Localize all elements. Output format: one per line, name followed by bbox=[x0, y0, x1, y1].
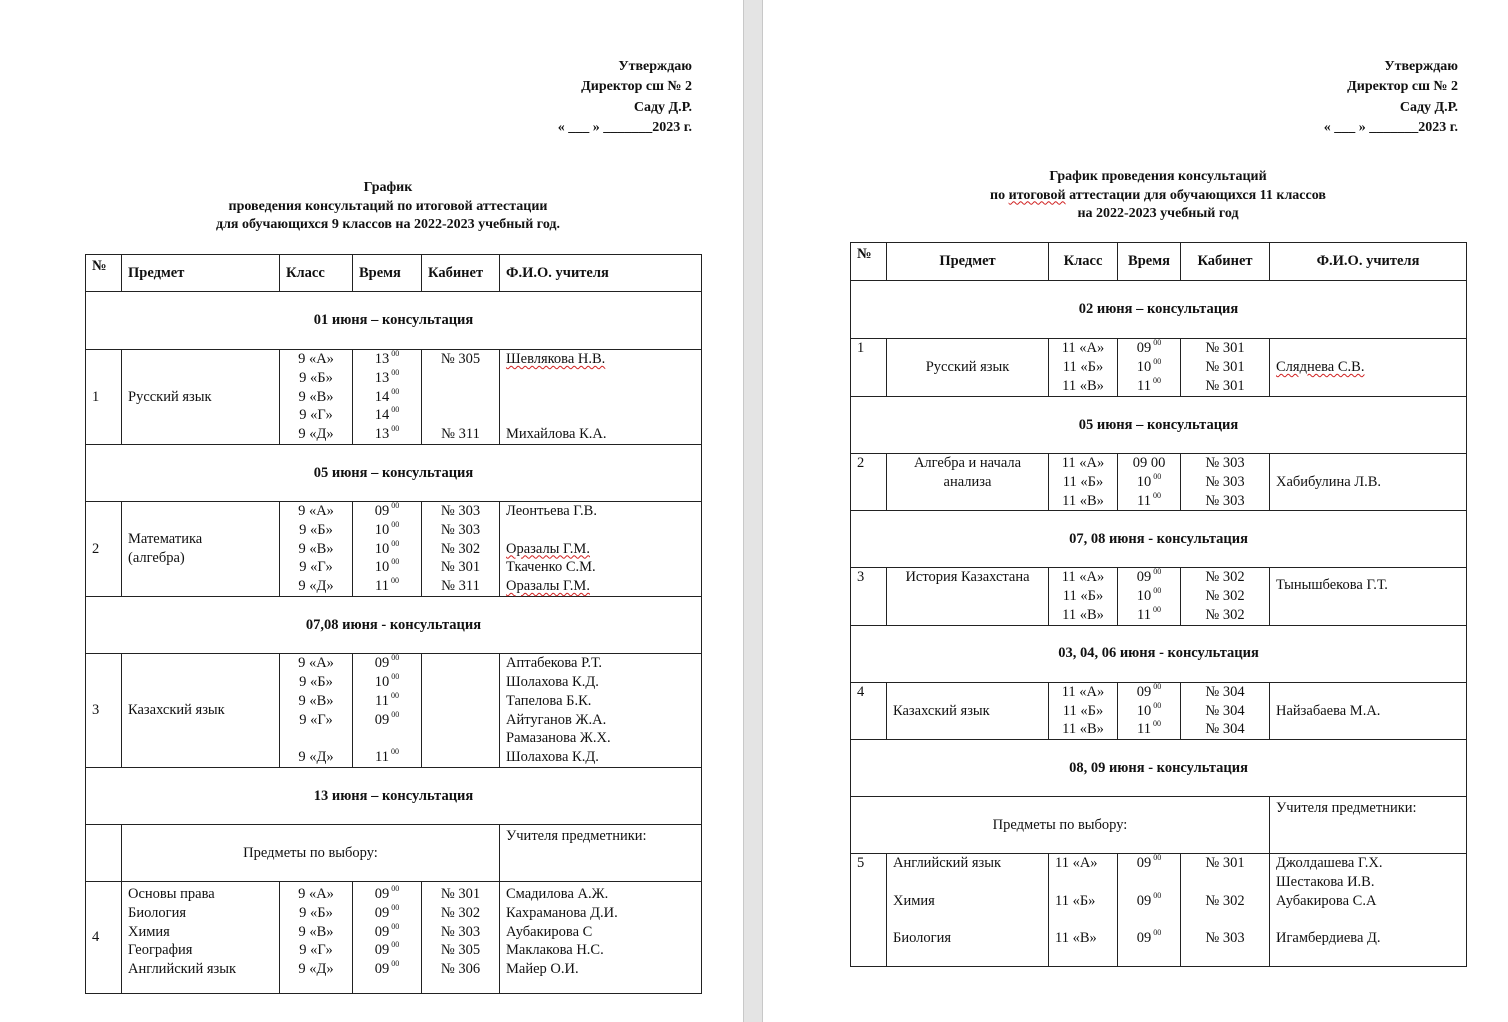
time-item: 14 $^{00}$ bbox=[374, 405, 400, 424]
room-item: № 301 bbox=[1205, 855, 1245, 872]
table-header-row bbox=[851, 243, 1467, 281]
row-classes bbox=[1049, 854, 1118, 967]
teacher-item: Айтуганов Ж.А. bbox=[506, 711, 607, 728]
room-item: № 302 bbox=[440, 904, 481, 921]
document-title bbox=[85, 179, 691, 235]
row-times bbox=[353, 350, 422, 445]
header-num: № bbox=[851, 243, 887, 281]
room-item: № 304 bbox=[1205, 721, 1245, 738]
approval-line: Саду Д.Р. bbox=[633, 99, 692, 115]
class-item: 9 «А» bbox=[298, 503, 334, 519]
teacher-item bbox=[506, 406, 695, 425]
row-classes bbox=[1049, 454, 1118, 511]
row-num: 1 bbox=[851, 339, 887, 397]
time-item: 11 $^{00}$ bbox=[375, 690, 399, 709]
row-classes bbox=[280, 882, 353, 994]
teacher-item: Аубакирова С.А bbox=[1276, 892, 1377, 909]
subject-item: Основы права bbox=[128, 886, 215, 902]
row-times bbox=[1118, 339, 1181, 397]
row-num: 4 bbox=[851, 682, 887, 739]
teacher-item: Шолахова К.Д. bbox=[506, 749, 599, 766]
room-item: № 303 bbox=[440, 503, 481, 519]
teacher-item: Ткаченко С.М. bbox=[506, 559, 596, 576]
table-row bbox=[86, 882, 702, 994]
row-subjects bbox=[122, 882, 280, 994]
row-times bbox=[1118, 682, 1181, 739]
approval-line: « ___ » _______2023 г. bbox=[557, 119, 692, 135]
table-row bbox=[851, 454, 1467, 511]
room-item: № 304 bbox=[1205, 683, 1245, 700]
header-teacher: Ф.И.О. учителя bbox=[1270, 243, 1467, 281]
section-date: 08, 09 июня - консультация bbox=[851, 740, 1467, 797]
row-teacher: Найзабаева М.А. bbox=[1270, 682, 1467, 739]
table-row bbox=[851, 339, 1467, 397]
row-num: 4 bbox=[86, 882, 122, 994]
subject-line: Алгебра и начала bbox=[913, 455, 1022, 471]
time-item: 10 $^{00}$ bbox=[374, 519, 400, 538]
header-time: Время bbox=[353, 255, 422, 292]
electives-header-row bbox=[851, 797, 1467, 854]
room-item: № 302 bbox=[1205, 606, 1245, 623]
row-num: 3 bbox=[851, 568, 887, 625]
document-page-right bbox=[762, 0, 1508, 1022]
room-item bbox=[428, 369, 493, 388]
subject-item: Химия bbox=[128, 923, 170, 940]
row-rooms bbox=[1181, 339, 1270, 397]
room-item: № 301 bbox=[440, 886, 481, 902]
row-rooms bbox=[422, 350, 500, 445]
approval-line: « ___ » _______2023 г. bbox=[1323, 119, 1458, 135]
approval-line: Утверждаю bbox=[1384, 59, 1458, 74]
document-title bbox=[850, 168, 1466, 224]
subject-item: Биология bbox=[128, 904, 187, 921]
room-item: № 302 bbox=[440, 540, 481, 557]
room-item: № 301 bbox=[1205, 359, 1245, 376]
room-item: № 311 bbox=[441, 578, 480, 595]
teacher-item: Смадилова А.Ж. bbox=[506, 886, 609, 902]
class-item bbox=[1055, 911, 1111, 930]
time-item: 09 $^{00}$ bbox=[374, 884, 400, 902]
class-item: 9 «В» bbox=[298, 388, 334, 405]
header-class: Класс bbox=[1049, 243, 1118, 281]
row-times bbox=[1118, 854, 1181, 967]
approval-line: Директор сш № 2 bbox=[1347, 79, 1458, 95]
teacher-item: Шолахова К.Д. bbox=[506, 673, 599, 690]
room-item: № 303 bbox=[440, 923, 481, 940]
section-date: 02 июня – консультация bbox=[851, 281, 1467, 339]
row-rooms bbox=[422, 502, 500, 597]
row-rooms bbox=[1181, 854, 1270, 967]
time-item: 13 $^{00}$ bbox=[374, 349, 400, 367]
class-item: 9 «Б» bbox=[299, 521, 333, 538]
class-item: 11 «В» bbox=[1055, 930, 1097, 947]
class-item: 11 «А» bbox=[1061, 683, 1105, 700]
room-item: № 303 bbox=[1205, 930, 1245, 947]
row-num: 5 bbox=[851, 854, 887, 967]
room-item bbox=[428, 388, 493, 407]
title-line: проведения консультаций по итоговой аттестации bbox=[228, 198, 548, 214]
table-row bbox=[86, 654, 702, 768]
room-item bbox=[428, 406, 493, 425]
table-row bbox=[851, 568, 1467, 625]
schedule-table bbox=[85, 254, 702, 994]
approval-block bbox=[1324, 57, 1458, 138]
date-section-row bbox=[86, 292, 702, 350]
electives-label: Предметы по выбору: bbox=[851, 797, 1270, 854]
row-classes bbox=[1049, 682, 1118, 739]
row-teachers bbox=[500, 502, 702, 597]
room-item: № 311 bbox=[441, 426, 480, 443]
room-item: № 303 bbox=[1205, 473, 1245, 490]
row-teacher: Сляднева С.В. bbox=[1270, 339, 1467, 397]
date-section-row bbox=[851, 625, 1467, 682]
row-subject: Казахский язык bbox=[122, 654, 280, 768]
time-item: 11 $^{00}$ bbox=[1137, 375, 1161, 394]
subject-line: (алгебра) bbox=[128, 550, 185, 566]
class-item: 11 «Б» bbox=[1062, 359, 1104, 376]
time-item: 11 $^{00}$ bbox=[1137, 604, 1161, 623]
header-subject: Предмет bbox=[887, 243, 1049, 281]
date-section-row bbox=[86, 445, 702, 502]
schedule-table bbox=[850, 242, 1467, 967]
teacher-item: Оразалы Г.М. bbox=[506, 540, 590, 557]
empty-cell bbox=[86, 825, 122, 882]
teacher-item bbox=[1276, 911, 1460, 930]
approval-line: Саду Д.Р. bbox=[1399, 99, 1458, 115]
table-row bbox=[86, 502, 702, 597]
subject-item: Химия bbox=[893, 892, 935, 909]
class-item: 11 «А» bbox=[1055, 855, 1098, 872]
time-item: 09 $^{00}$ bbox=[374, 709, 400, 728]
room-item bbox=[1187, 873, 1263, 892]
teacher-item: Аубакирова С bbox=[506, 923, 593, 940]
row-subject: Казахский язык bbox=[887, 682, 1049, 739]
date-section-row bbox=[851, 511, 1467, 568]
subject-item: География bbox=[128, 942, 193, 959]
subject-line: анализа bbox=[943, 473, 992, 490]
time-item: 10 $^{00}$ bbox=[1136, 700, 1162, 719]
teacher-item: Шевлякова Н.В. bbox=[506, 351, 606, 367]
row-times bbox=[353, 882, 422, 994]
section-date: 05 июня – консультация bbox=[851, 397, 1467, 454]
time-item: 13 $^{00}$ bbox=[374, 424, 400, 443]
class-item: 11 «В» bbox=[1062, 377, 1104, 394]
date-section-row bbox=[86, 597, 702, 654]
table-row bbox=[86, 350, 702, 445]
time-item: 09 00 bbox=[1132, 455, 1166, 471]
approval-line: Утверждаю bbox=[618, 59, 692, 74]
subject-item bbox=[893, 873, 1042, 892]
class-item: 9 «Д» bbox=[298, 749, 334, 766]
teacher-item bbox=[506, 388, 695, 407]
room-item: № 306 bbox=[440, 961, 481, 978]
subject-line: Математика bbox=[128, 531, 203, 548]
header-class: Класс bbox=[280, 255, 353, 292]
teacher-item bbox=[506, 369, 695, 388]
section-date: 05 июня – консультация bbox=[86, 445, 702, 502]
time-item: 10 $^{00}$ bbox=[1136, 586, 1162, 605]
document-page-left bbox=[0, 0, 744, 1022]
row-teachers bbox=[1270, 854, 1467, 967]
row-times bbox=[1118, 454, 1181, 511]
class-item: 11 «В» bbox=[1062, 606, 1104, 623]
row-classes bbox=[1049, 339, 1118, 397]
time-item: 09 $^{00}$ bbox=[374, 653, 400, 672]
teacher-item: Михайлова К.А. bbox=[506, 426, 607, 443]
section-date: 07, 08 июня - консультация bbox=[851, 511, 1467, 568]
row-teacher: Хабибулина Л.В. bbox=[1270, 454, 1467, 511]
section-date: 07,08 июня - консультация bbox=[86, 597, 702, 654]
class-item: 9 «А» bbox=[298, 351, 334, 367]
row-subject: Русский язык bbox=[887, 339, 1049, 397]
header-subject: Предмет bbox=[122, 255, 280, 292]
room-item: № 301 bbox=[440, 559, 481, 576]
date-section-row bbox=[86, 768, 702, 825]
room-item: № 305 bbox=[440, 942, 481, 959]
teacher-item: Майер О.И. bbox=[506, 961, 579, 978]
class-item bbox=[1055, 873, 1111, 892]
class-item: 11 «Б» bbox=[1062, 473, 1104, 490]
class-item: 9 «Б» bbox=[299, 369, 333, 386]
title-line: по итоговой аттестации для обучающихся 11 классов bbox=[990, 187, 1326, 203]
row-subject: Русский язык bbox=[122, 350, 280, 445]
table-row bbox=[851, 854, 1467, 967]
row-rooms bbox=[1181, 682, 1270, 739]
row-subjects bbox=[887, 854, 1049, 967]
table-header-row bbox=[86, 255, 702, 292]
time-item: 09 $^{00}$ bbox=[1136, 681, 1162, 700]
time-item: 09 $^{00}$ bbox=[374, 902, 400, 921]
teacher-item: Игамбердиева Д. bbox=[1276, 930, 1381, 947]
time-item: 09 $^{00}$ bbox=[374, 940, 400, 959]
teacher-item bbox=[506, 521, 695, 540]
class-item: 9 «Б» bbox=[299, 904, 333, 921]
time-item: 09 $^{00}$ bbox=[1136, 567, 1162, 586]
room-item: № 303 bbox=[440, 521, 481, 538]
row-rooms bbox=[422, 654, 500, 768]
class-item: 11 «Б» bbox=[1062, 702, 1104, 719]
teacher-item: Маклакова Н.С. bbox=[506, 942, 604, 959]
teacher-item: Леонтьева Г.В. bbox=[506, 503, 597, 519]
time-item: 11 $^{00}$ bbox=[1137, 490, 1161, 509]
subject-item: Английский язык bbox=[893, 855, 1002, 872]
title-line: для обучающихся 9 классов на 2022-2023 учебный год. bbox=[216, 217, 560, 232]
time-item: 14 $^{00}$ bbox=[374, 386, 400, 405]
class-item: 9 «Б» bbox=[299, 673, 333, 690]
class-item: 9 «Д» bbox=[298, 578, 334, 595]
row-classes bbox=[1049, 568, 1118, 625]
time-item: 09 $^{00}$ bbox=[374, 501, 400, 519]
row-teacher: Тынышбекова Г.Т. bbox=[1270, 568, 1467, 625]
time-item: 09 $^{00}$ bbox=[374, 959, 400, 978]
class-item: 9 «В» bbox=[298, 923, 334, 940]
subject-item: Английский язык bbox=[128, 961, 237, 978]
teacher-item: Оразалы Г.М. bbox=[506, 578, 590, 595]
electives-header-row bbox=[86, 825, 702, 882]
time-item bbox=[1124, 911, 1174, 930]
room-item: № 302 bbox=[1205, 588, 1245, 605]
teacher-item: Шестакова И.В. bbox=[1276, 873, 1375, 890]
row-num: 1 bbox=[86, 350, 122, 445]
room-item: № 302 bbox=[1205, 569, 1245, 586]
teacher-item: Джолдашева Г.Х. bbox=[1276, 855, 1383, 872]
electives-label: Предметы по выбору: bbox=[122, 825, 500, 882]
time-item bbox=[359, 729, 415, 748]
room-item: № 301 bbox=[1205, 377, 1245, 394]
class-item: 9 «Г» bbox=[299, 942, 333, 959]
table-row bbox=[851, 682, 1467, 739]
class-item: 9 «Г» bbox=[299, 407, 333, 424]
room-item: № 303 bbox=[1205, 492, 1245, 509]
row-times bbox=[353, 654, 422, 768]
subject-item: Биология bbox=[893, 930, 952, 947]
time-item: 09 $^{00}$ bbox=[1136, 890, 1162, 909]
time-item: 09 $^{00}$ bbox=[1136, 928, 1162, 947]
class-item: 9 «А» bbox=[298, 655, 334, 672]
room-item: № 301 bbox=[1205, 340, 1245, 357]
time-item: 13 $^{00}$ bbox=[374, 367, 400, 386]
teacher-item: Рамазанова Ж.Х. bbox=[506, 730, 611, 747]
row-rooms bbox=[1181, 454, 1270, 511]
row-times bbox=[353, 502, 422, 597]
row-teachers bbox=[500, 882, 702, 994]
class-item: 9 «Г» bbox=[299, 711, 333, 728]
class-item: 9 «Г» bbox=[299, 559, 333, 576]
row-num: 2 bbox=[86, 502, 122, 597]
teachers-label: Учителя предметники: bbox=[500, 825, 702, 882]
row-rooms bbox=[422, 882, 500, 994]
title-line: График проведения консультаций bbox=[1049, 169, 1267, 184]
approval-line: Директор сш № 2 bbox=[581, 79, 692, 95]
header-teacher: Ф.И.О. учителя bbox=[500, 255, 702, 292]
time-item: 09 $^{00}$ bbox=[1136, 338, 1162, 357]
header-time: Время bbox=[1118, 243, 1181, 281]
row-subject: История Казахстана bbox=[887, 568, 1049, 625]
class-item bbox=[286, 729, 346, 748]
class-item: 9 «В» bbox=[298, 692, 334, 709]
row-num: 2 bbox=[851, 454, 887, 511]
row-num: 3 bbox=[86, 654, 122, 768]
header-num: № bbox=[86, 255, 122, 292]
time-item: 11 $^{00}$ bbox=[375, 747, 399, 766]
class-item: 11 «В» bbox=[1062, 721, 1104, 738]
row-classes bbox=[280, 350, 353, 445]
section-date: 03, 04, 06 июня - консультация bbox=[851, 625, 1467, 682]
teacher-item: Тапелова Б.К. bbox=[506, 692, 592, 709]
row-times bbox=[1118, 568, 1181, 625]
class-item: 9 «А» bbox=[298, 886, 334, 902]
row-teachers bbox=[500, 350, 702, 445]
row-rooms bbox=[1181, 568, 1270, 625]
date-section-row bbox=[851, 281, 1467, 339]
row-teachers bbox=[500, 654, 702, 768]
row-classes bbox=[280, 502, 353, 597]
room-item: № 302 bbox=[1205, 892, 1245, 909]
subject-item bbox=[893, 911, 1042, 930]
approval-block bbox=[558, 57, 692, 138]
time-item: 10 $^{00}$ bbox=[1136, 471, 1162, 490]
class-item: 11 «В» bbox=[1062, 492, 1104, 509]
time-item: 11 $^{00}$ bbox=[375, 576, 399, 595]
date-section-row bbox=[851, 740, 1467, 797]
section-date: 01 июня – консультация bbox=[86, 292, 702, 350]
room-item: № 303 bbox=[1205, 455, 1245, 471]
time-item: 11 $^{00}$ bbox=[1137, 719, 1161, 738]
class-item: 11 «А» bbox=[1061, 455, 1105, 471]
time-item: 09 $^{00}$ bbox=[1136, 853, 1162, 872]
title-line: на 2022-2023 учебный год bbox=[1077, 206, 1239, 221]
class-item: 9 «В» bbox=[298, 540, 334, 557]
class-item: 9 «Д» bbox=[298, 426, 334, 443]
header-room: Кабинет bbox=[422, 255, 500, 292]
title-line: График bbox=[363, 180, 413, 195]
section-date: 13 июня – консультация bbox=[86, 768, 702, 825]
row-classes bbox=[280, 654, 353, 768]
time-item: 10 $^{00}$ bbox=[374, 538, 400, 557]
time-item bbox=[1124, 873, 1174, 892]
row-subject bbox=[887, 454, 1049, 511]
class-item: 9 «Д» bbox=[298, 961, 334, 978]
room-item bbox=[1187, 911, 1263, 930]
class-item: 11 «А» bbox=[1061, 569, 1105, 586]
header-room: Кабинет bbox=[1181, 243, 1270, 281]
date-section-row bbox=[851, 397, 1467, 454]
teachers-label: Учителя предметники: bbox=[1270, 797, 1467, 854]
time-item: 09 $^{00}$ bbox=[374, 921, 400, 940]
class-item: 11 «А» bbox=[1061, 340, 1105, 357]
teacher-item: Аптабекова Р.Т. bbox=[506, 655, 602, 672]
teacher-item: Кахраманова Д.И. bbox=[506, 904, 618, 921]
row-subject bbox=[122, 502, 280, 597]
class-item: 11 «Б» bbox=[1055, 892, 1096, 909]
room-item: № 304 bbox=[1205, 702, 1245, 719]
time-item: 10 $^{00}$ bbox=[374, 557, 400, 576]
class-item: 11 «Б» bbox=[1062, 588, 1104, 605]
time-item: 10 $^{00}$ bbox=[1136, 357, 1162, 376]
room-item: № 305 bbox=[440, 351, 481, 367]
time-item: 10 $^{00}$ bbox=[374, 671, 400, 690]
